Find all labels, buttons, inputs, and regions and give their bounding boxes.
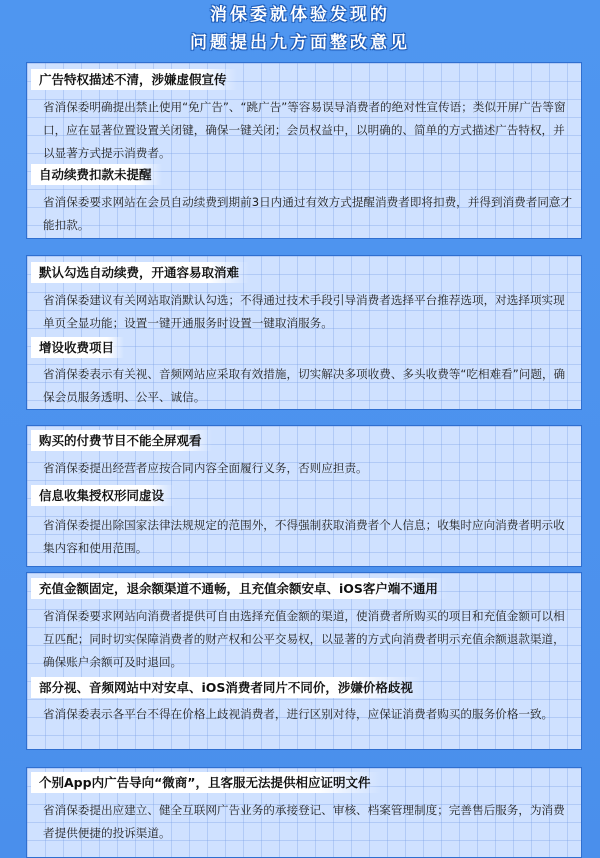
section-card-5 xyxy=(26,767,582,858)
section-paragraph: 省消保委提出除国家法律法规规定的范围外，不得强制获取消费者个人信息；收集时应向消费者明示收集内容和使用范围。 xyxy=(43,518,565,555)
section-heading: 信息收集授权形同虚设 xyxy=(31,485,174,506)
section-paragraph: 省消保委要求网站在会员自动续费到期前3日内通过有效方式提醒消费者即将扣费，并得到消费者同意才能扣款。 xyxy=(43,195,573,232)
section-card-1 xyxy=(26,62,582,239)
section-paragraph: 省消保委建议有关网站取消默认勾选；不得通过技术手段引导消费者选择平台推荐选项，对选择项实现单页全显功能；设置一键开通服务时设置一键取消服务。 xyxy=(43,293,565,330)
page-title-line-2: 问题提出九方面整改意见 xyxy=(190,33,410,53)
section-heading: 自动续费扣款未提醒 xyxy=(31,164,162,185)
section-paragraph: 省消保委提出应建立、健全互联网广告业务的承接登记、审核、档案管理制度；完善售后服务，为消费者提供便捷的投诉渠道。 xyxy=(43,803,565,840)
section-paragraph: 省消保委提出经营者应按合同内容全面履行义务，否则应担责。 xyxy=(43,461,368,475)
section-heading: 部分视、音频网站中对安卓、iOS消费者同片不同价，涉嫌价格歧视 xyxy=(31,677,423,698)
section-heading: 默认勾选自动续费，开通容易取消难 xyxy=(31,262,249,283)
section-heading: 个别App内广告导向“微商”，且客服无法提供相应证明文件 xyxy=(31,772,381,793)
section-card-3 xyxy=(26,425,582,567)
section-card-4 xyxy=(26,572,582,750)
section-paragraph: 省消保委明确提出禁止使用“免广告”、“跳广告”等容易误导消费者的绝对性宣传语；类似开屏广告等窗口，应在显著位置设置关闭键，确保一键关闭；会员权益中，以明确的、简单的方式描述广告特权，并以显著方式提示消费者。 xyxy=(43,100,566,160)
page-title-line-1: 消保委就体验发现的 xyxy=(210,5,390,25)
section-heading: 广告特权描述不清，涉嫌虚假宣传 xyxy=(31,69,237,90)
section-heading: 充值金额固定，退余额渠道不通畅，且充值余额安卓、iOS客户端不通用 xyxy=(31,578,448,599)
section-paragraph: 省消保委表示各平台不得在价格上歧视消费者，进行区别对待，应保证消费者购买的服务价格一致。 xyxy=(43,707,554,721)
section-heading: 增设收费项目 xyxy=(31,337,124,358)
section-card-2 xyxy=(26,255,582,410)
section-paragraph: 省消保委要求网站向消费者提供可自由选择充值金额的渠道，使消费者所购买的项目和充值金额可以相互匹配；同时切实保障消费者的财产权和公平交易权，以显著的方式向消费者明示充值余额退款渠道，确保账户余额可及时退回。 xyxy=(43,609,565,669)
section-paragraph: 省消保委表示有关视、音频网站应采取有效措施，切实解决多项收费、多头收费等“吃相难看”问题，确保会员服务透明、公平、诚信。 xyxy=(43,367,566,404)
section-heading: 购买的付费节目不能全屏观看 xyxy=(31,430,212,451)
